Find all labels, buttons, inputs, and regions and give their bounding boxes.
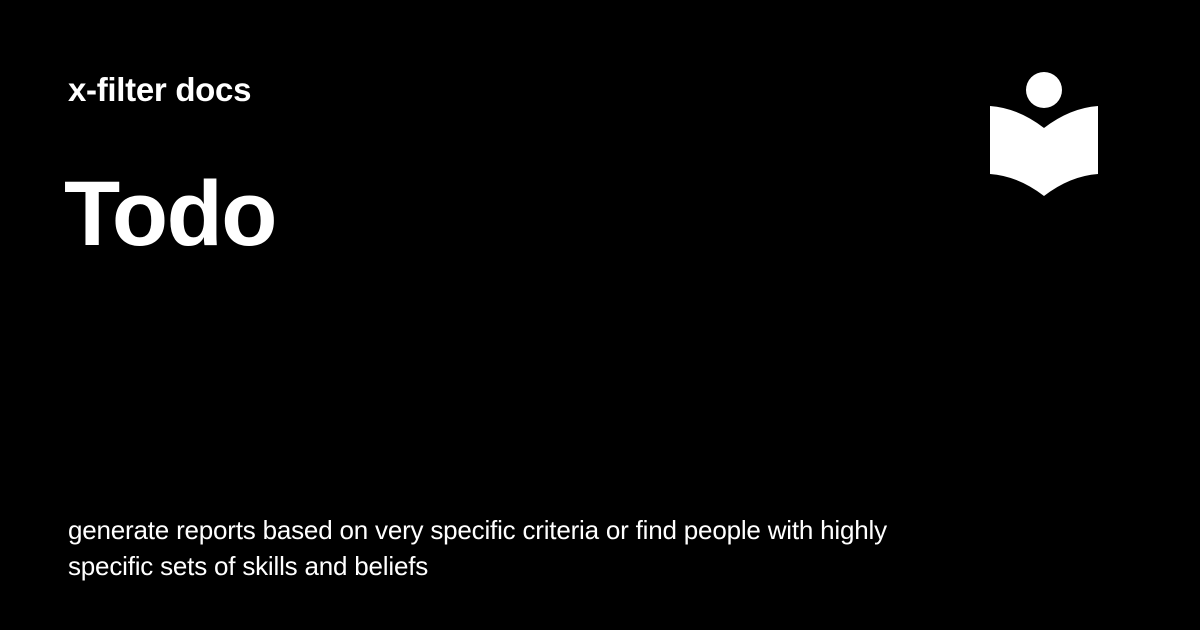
page-description: generate reports based on very specific criteria or find people with highly specific sets of skills and beliefs <box>68 515 887 581</box>
page-title: Todo <box>64 163 276 265</box>
reader-book-icon <box>988 70 1100 198</box>
open-book-shape <box>990 106 1098 196</box>
site-name: x-filter docs <box>68 71 252 108</box>
reader-head-shape <box>1026 72 1062 108</box>
